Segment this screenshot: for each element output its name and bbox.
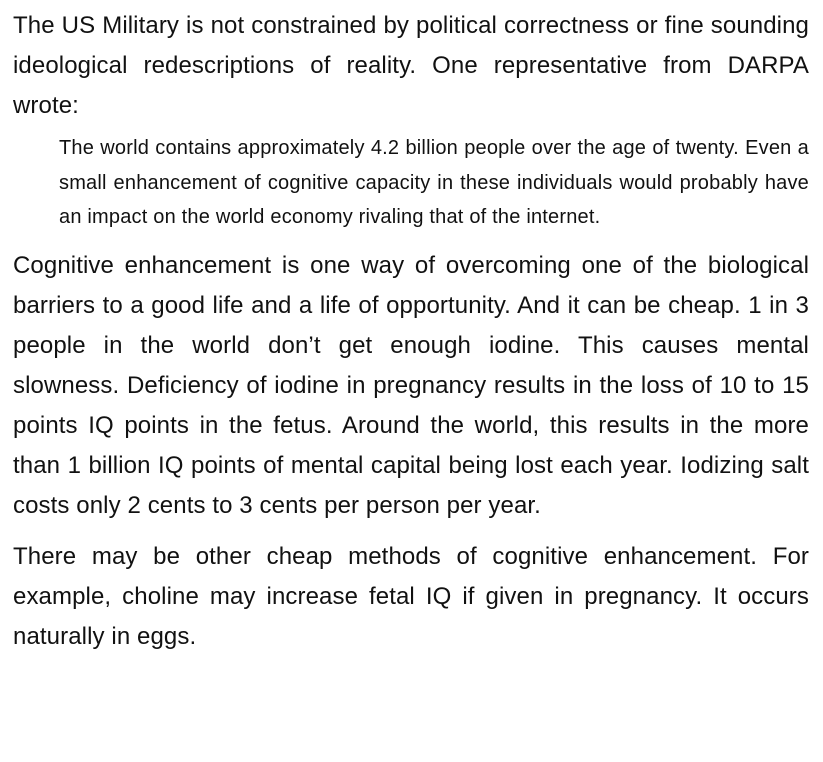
cognitive-enhancement-paragraph: Cognitive enhancement is one way of overcoming one of the biological barriers to a good life and a life of opportunity. And it can be cheap. 1 in 3 people in the world don’t get enough iodine. This causes mental slowness. Deficiency of iodine in pregnancy results in the loss of 10 to 15 points IQ points in the fetus. Around the world, this results in the more than 1 billion IQ points of mental capital being lost each year. Iodizing salt costs only 2 cents to 3 cents per person per year. [13, 251, 809, 519]
intro-paragraph: The US Military is not constrained by political correctness or fine sounding ideological redescriptions of reality. One representative from DARPA wrote: [13, 12, 809, 119]
darpa-block-quote: The world contains approximately 4.2 billion people over the age of twenty. Even a small enhancement of cognitive capacity in these individuals would probably have an impact on the world economy rivaling that of the internet. [59, 137, 809, 228]
cheap-methods-paragraph: There may be other cheap methods of cognitive enhancement. For example, choline may increase fetal IQ if given in pregnancy. It occurs naturally in eggs. [13, 542, 809, 650]
